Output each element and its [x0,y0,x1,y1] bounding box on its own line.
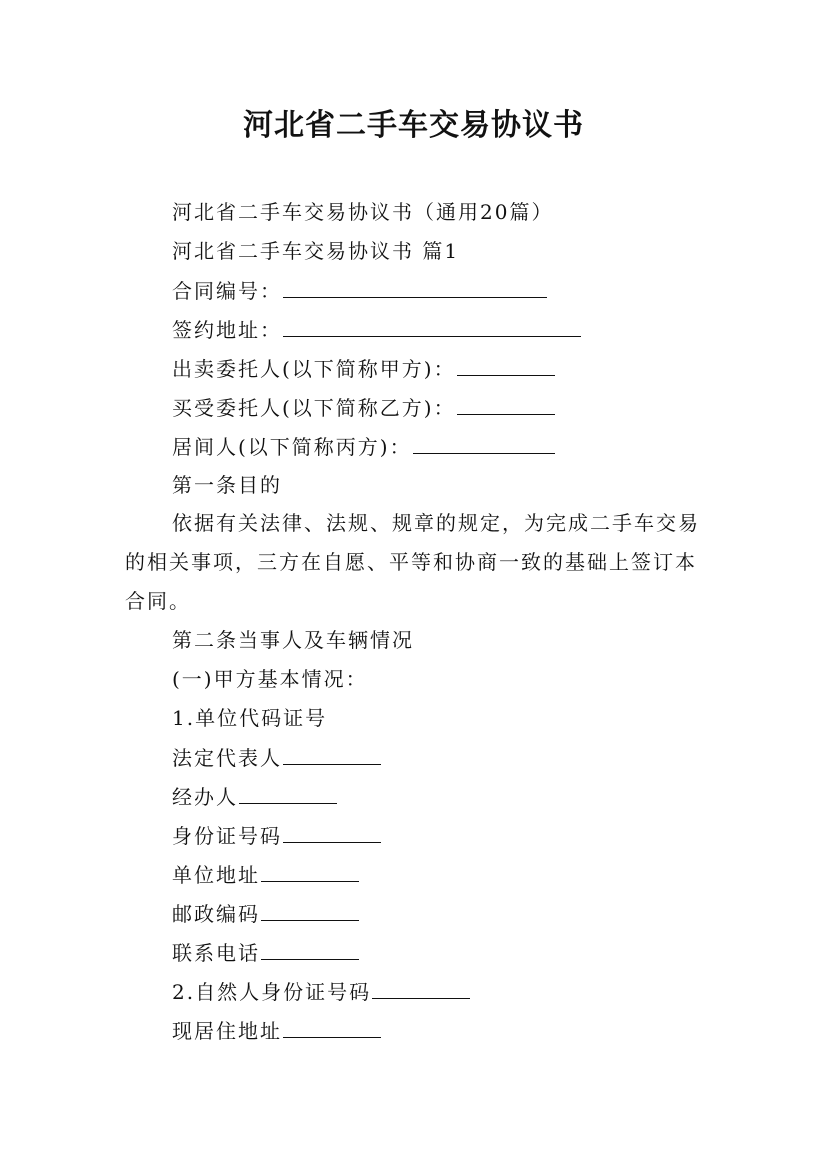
intermediary-label: 居间人(以下简称丙方)： [172,435,412,459]
legal-rep-line [172,744,381,771]
unit-address-label: 单位地址 [172,863,260,887]
signing-address-label: 签约地址： [172,318,282,342]
residence-address-blank [283,1017,381,1038]
signing-address-blank [283,316,581,337]
id-number-label: 身份证号码 [172,824,282,848]
party-a-heading: (一)甲方基本情况： [172,667,368,691]
id-number-line [172,822,381,849]
handler-line [172,783,337,810]
contract-number-line [172,277,547,304]
handler-label: 经办人 [172,785,238,809]
section-heading: 河北省二手车交易协议书 篇1 [172,239,460,263]
contract-number-label: 合同编号： [172,279,282,303]
buyer-label: 买受委托人(以下简称乙方)： [172,396,456,420]
natural-person-id-label: 2.自然人身份证号码 [172,980,372,1004]
contract-number-blank [283,277,547,298]
signing-address-line [172,316,581,343]
intermediary-blank [413,433,555,454]
buyer-line [172,394,555,421]
phone-label: 联系电话 [172,941,260,965]
unit-address-line [172,861,359,888]
phone-blank [261,939,359,960]
purpose-paragraph: 依据有关法律、法规、规章的规定，为完成二手车交易的相关事项，三方在自愿、平等和协商一致的基础上签订本合同。 [125,511,700,613]
phone-line [172,939,359,966]
seller-line [172,355,555,382]
article-one-heading: 第一条目的 [172,473,282,497]
residence-address-line [172,1017,381,1044]
intermediary-line [172,433,555,460]
subtitle-line: 河北省二手车交易协议书（通用20篇） [172,200,554,224]
postal-code-label: 邮政编码 [172,902,260,926]
postal-code-line [172,900,359,927]
postal-code-blank [261,900,359,921]
seller-label: 出卖委托人(以下简称甲方)： [172,357,456,381]
legal-rep-label: 法定代表人 [172,746,282,770]
id-number-blank [283,822,381,843]
residence-address-label: 现居住地址 [172,1019,282,1043]
unit-address-blank [261,861,359,882]
seller-blank [457,355,555,376]
article-two-heading: 第二条当事人及车辆情况 [172,628,414,652]
unit-code-line: 1.单位代码证号 [172,706,328,730]
legal-rep-blank [283,744,381,765]
document-title: 河北省二手车交易协议书 [243,108,584,143]
handler-blank [239,783,337,804]
natural-person-id-blank [372,978,470,999]
buyer-blank [457,394,555,415]
natural-person-id-line [172,978,470,1005]
